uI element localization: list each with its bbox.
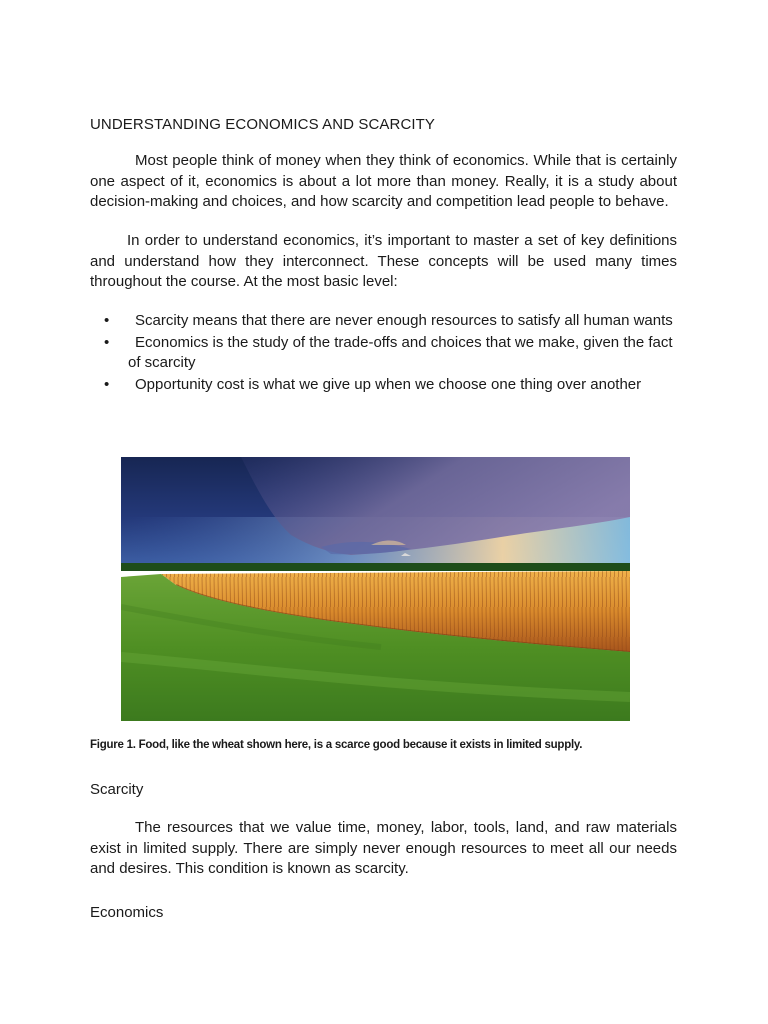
- wheat-field-illustration: [121, 457, 630, 721]
- intro-paragraph: Most people think of money when they think of economics. While that is certainly one aspect of it, economics is about a lot more than money. Really, it is a study about decision-making and choices, and how scarcity and competition lead people to behave.: [90, 152, 677, 210]
- list-item-text: Economics is the study of the trade-offs and choices that we make, given the fact of scarcity: [128, 333, 673, 371]
- bullet-icon: •: [104, 333, 110, 351]
- section-heading-economics: Economics: [90, 904, 164, 921]
- list-item-text: Scarcity means that there are never enough resources to satisfy all human wants: [135, 312, 673, 329]
- list-item-text: Opportunity cost is what we give up when we choose one thing over another: [135, 375, 642, 393]
- list-item: [90, 333, 677, 374]
- definitions-paragraph: In order to understand economics, it’s important to master a set of key definitions and understand how they interconnect. These concepts will be used many times throughout the course. At the most basic level:: [90, 232, 677, 290]
- figure-caption: Figure 1. Food, like the wheat shown here, is a scarce good because it exists in limited supply.: [90, 739, 583, 751]
- bullet-icon: •: [104, 375, 110, 393]
- document-title: UNDERSTANDING ECONOMICS AND SCARCITY: [90, 116, 436, 133]
- definitions-list: [90, 311, 677, 396]
- scarcity-paragraph: The resources that we value time, money, labor, tools, land, and raw materials exist in limited supply. There are simply never enough resources to meet all our needs and desires. This condition is known as scarcity.: [90, 819, 677, 877]
- section-heading-scarcity: Scarcity: [90, 781, 144, 798]
- bullet-icon: •: [104, 312, 110, 329]
- list-item: [90, 375, 677, 396]
- wheat-field-image: [121, 457, 630, 721]
- list-item: [90, 311, 677, 332]
